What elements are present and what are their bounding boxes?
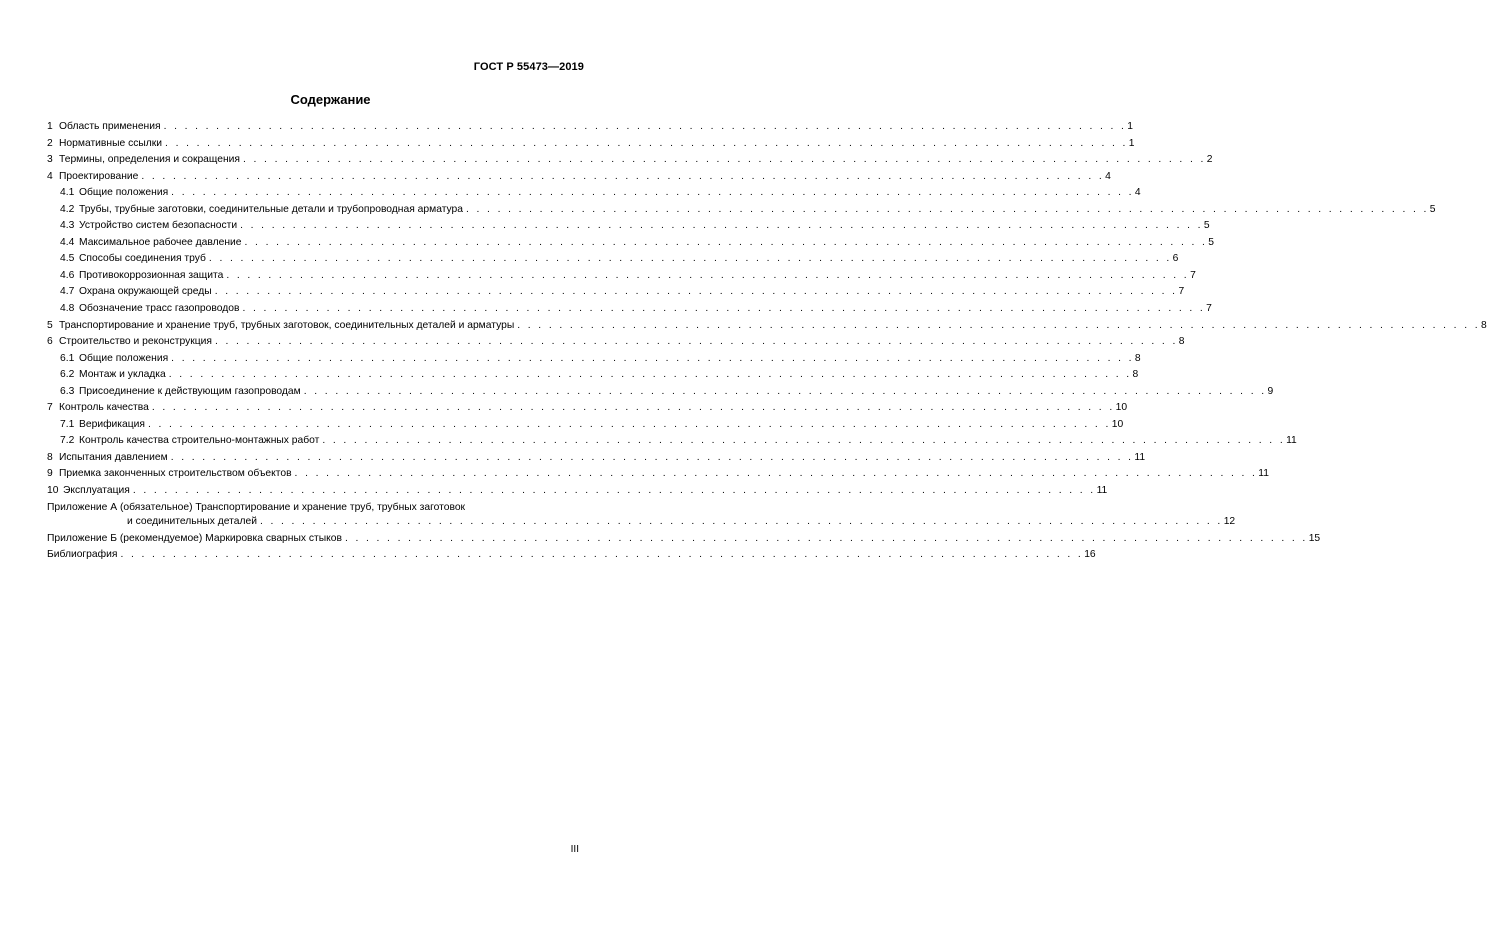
- toc-leader-dots: . . . . . . . . . . . . . . . . . . . . . . . . . . . . . . . . . . . . . . . . . . . . . . . . . . . . . . . . . . . . . . . . . . . . . . . . . . . . . . . . . . . . . . . . . . . .: [151, 402, 1115, 414]
- toc-entry-number: 9: [47, 468, 53, 480]
- toc-leader-dots: . . . . . . . . . . . . . . . . . . . . . . . . . . . . . . . . . . . . . . . . . . . . . . . . . . . . . . . . . . . . . . . . . . . . . . . . . . . . . . . . . . . . . . . . . . . .: [163, 121, 1127, 132]
- toc-leader-dots: . . . . . . . . . . . . . . . . . . . . . . . . . . . . . . . . . . . . . . . . . . . . . . . . . . . . . . . . . . . . . . . . . . . . . . . . . . . . . . . . . . . . . . . . . . . .: [243, 154, 1206, 166]
- toc-entry-number: 4.8: [60, 303, 75, 315]
- toc-entry-number: 6.3: [60, 385, 75, 397]
- toc-entry-page: 8: [1178, 336, 1185, 348]
- toc-entry-page: 11: [1258, 468, 1269, 480]
- toc-leader-dots: . . . . . . . . . . . . . . . . . . . . . . . . . . . . . . . . . . . . . . . . . . . . . . . . . . . . . . . . . . . . . . . . . . . . . . . . . . . . . . . . . . . . . . . . . . . .: [171, 187, 1134, 199]
- toc-entry-title: Испытания давлением: [59, 451, 168, 463]
- toc-entry-line: [60, 219, 1210, 233]
- toc-entry-title: Контроль качества: [59, 402, 149, 414]
- toc-entry-number: 10: [47, 485, 59, 497]
- toc-leader-dots: . . . . . . . . . . . . . . . . . . . . . . . . . . . . . . . . . . . . . . . . . . . . . . . . . . . . . . . . . . . . . . . . . . . . . . . . . . . . . . . . . . . . . . . . . . . .: [259, 515, 1223, 527]
- toc-entry-page: 10: [1115, 402, 1128, 414]
- toc-entry-page: 7: [1190, 269, 1196, 281]
- toc-leader-dots: . . . . . . . . . . . . . . . . . . . . . . . . . . . . . . . . . . . . . . . . . . . . . . . . . . . . . . . . . . . . . . . . . . . . . . . . . . . . . . . . . . . . . . . . . . . .: [466, 203, 1429, 215]
- toc-entry-title: Библиография: [47, 549, 118, 561]
- toc-entry[interactable]: [47, 548, 1096, 565]
- toc-entry-title: Способы соединения труб: [79, 253, 206, 265]
- toc-entry-line: [60, 186, 1141, 200]
- toc-leader-dots: . . . . . . . . . . . . . . . . . . . . . . . . . . . . . . . . . . . . . . . . . . . . . . . . . . . . . . . . . . . . . . . . . . . . . . . . . . . . . . . . . . . . . . . . . . . .: [242, 303, 1206, 315]
- toc-entry[interactable]: [47, 484, 1108, 501]
- toc-entry-page: 1: [1128, 137, 1135, 149]
- toc-entry-page: 7: [1206, 303, 1212, 315]
- toc-entry[interactable]: [47, 120, 1134, 137]
- toc-leader-dots: . . . . . . . . . . . . . . . . . . . . . . . . . . . . . . . . . . . . . . . . . . . . . . . . . . . . . . . . . . . . . . . . . . . . . . . . . . . . . . . . . . . . . . . . . . . .: [141, 170, 1105, 182]
- toc-entry-page: 16: [1084, 549, 1096, 561]
- toc-entry-line: [60, 203, 1436, 217]
- toc-entry-title: Общие положения: [79, 187, 169, 199]
- toc-entry-title: Строительство и реконструкция: [59, 336, 212, 348]
- toc-entry-number: 4.6: [60, 269, 75, 281]
- toc-entry-line: [47, 319, 1487, 333]
- toc-entry-number: 7: [47, 402, 53, 414]
- toc-leader-dots: . . . . . . . . . . . . . . . . . . . . . . . . . . . . . . . . . . . . . . . . . . . . . . . . . . . . . . . . . . . . . . . . . . . . . . . . . . . . . . . . . . . . . . . . . . . .: [165, 137, 1128, 149]
- toc-entry-title: Общие положения: [79, 352, 169, 364]
- toc-entry-number: 7.2: [60, 435, 75, 447]
- toc-entry-number: 2: [47, 137, 53, 149]
- toc-entry-line: [47, 120, 1134, 134]
- toc-entry[interactable]: [47, 236, 1214, 253]
- toc-entry-number: 8: [47, 451, 53, 463]
- toc-leader-dots: . . . . . . . . . . . . . . . . . . . . . . . . . . . . . . . . . . . . . . . . . . . . . . . . . . . . . . . . . . . . . . . . . . . . . . . . . . . . . . . . . . . . . . . . . . . .: [294, 468, 1258, 480]
- toc-entry-line: [60, 434, 1297, 448]
- toc-entry-number: 1: [47, 121, 53, 132]
- toc-entry-line: [60, 302, 1212, 316]
- toc-entry-title: Противокоррозионная защита: [79, 269, 224, 281]
- toc-entry-title: Присоединение к действующим газопроводам: [79, 385, 301, 397]
- toc-leader-dots: . . . . . . . . . . . . . . . . . . . . . . . . . . . . . . . . . . . . . . . . . . . . . . . . . . . . . . . . . . . . . . . . . . . . . . . . . . . . . . . . . . . . . . . . . . . .: [303, 385, 1267, 397]
- toc-entry-page: 5: [1429, 203, 1436, 215]
- toc-entry-page: 15: [1308, 532, 1321, 544]
- toc-entry-line: [47, 532, 1321, 546]
- toc-leader-dots: . . . . . . . . . . . . . . . . . . . . . . . . . . . . . . . . . . . . . . . . . . . . . . . . . . . . . . . . . . . . . . . . . . . . . . . . . . . . . . . . . . . . . . . . . . . .: [208, 253, 1172, 265]
- toc-entry[interactable]: [47, 137, 1135, 154]
- toc-entry[interactable]: [47, 269, 1196, 286]
- toc-entry-page: 11: [1096, 485, 1108, 497]
- toc-entry[interactable]: [47, 170, 1111, 187]
- document-designation: ГОСТ Р 55473—2019: [473, 61, 584, 73]
- toc-entry-page: 4: [1105, 170, 1111, 182]
- toc-leader-dots: . . . . . . . . . . . . . . . . . . . . . . . . . . . . . . . . . . . . . . . . . . . . . . . . . . . . . . . . . . . . . . . . . . . . . . . . . . . . . . . . . . . . . . . . . . . .: [517, 319, 1480, 331]
- toc-leader-dots: . . . . . . . . . . . . . . . . . . . . . . . . . . . . . . . . . . . . . . . . . . . . . . . . . . . . . . . . . . . . . . . . . . . . . . . . . . . . . . . . . . . . . . . . . . . .: [132, 485, 1096, 497]
- toc-entry-page: 8: [1132, 369, 1139, 381]
- toc-entry-line: [47, 335, 1185, 349]
- toc-entry-line: [47, 153, 1213, 167]
- toc-entry-page: 1: [1127, 121, 1134, 132]
- toc-leader-dots: . . . . . . . . . . . . . . . . . . . . . . . . . . . . . . . . . . . . . . . . . . . . . . . . . . . . . . . . . . . . . . . . . . . . . . . . . . . . . . . . . . . . . . . . . . . .: [344, 532, 1308, 544]
- toc-entry-line: [47, 451, 1146, 465]
- toc-entry[interactable]: [47, 335, 1185, 352]
- toc-entry-title: Верификация: [79, 418, 145, 430]
- toc-entry-page: 7: [1178, 286, 1185, 298]
- toc-leader-dots: . . . . . . . . . . . . . . . . . . . . . . . . . . . . . . . . . . . . . . . . . . . . . . . . . . . . . . . . . . . . . . . . . . . . . . . . . . . . . . . . . . . . . . . . . . . .: [322, 435, 1286, 447]
- toc-entry-line: [60, 236, 1214, 250]
- toc-entry[interactable]: [47, 532, 1321, 549]
- toc-entry-number: 7.1: [60, 418, 75, 430]
- toc-leader-dots: . . . . . . . . . . . . . . . . . . . . . . . . . . . . . . . . . . . . . . . . . . . . . . . . . . . . . . . . . . . . . . . . . . . . . . . . . . . . . . . . . . . . . . . . . . . .: [147, 418, 1111, 430]
- toc-entry-page: 9: [1267, 385, 1274, 397]
- page-title: Содержание: [290, 92, 371, 107]
- toc-entry[interactable]: [47, 153, 1213, 170]
- toc-entry[interactable]: [47, 319, 1487, 336]
- toc-entry-number: 4.3: [60, 220, 75, 232]
- toc-entry-line: [60, 352, 1141, 366]
- toc-entry-line: [47, 137, 1135, 151]
- toc-entry-title: Приемка законченных строительством объектов: [59, 468, 292, 480]
- toc-entry-number: 6: [47, 336, 53, 348]
- toc-entry-number: 4.4: [60, 236, 75, 248]
- toc-entry-title: Нормативные ссылки: [59, 137, 163, 149]
- toc-entry-number: 5: [47, 319, 53, 331]
- toc-entry-title: Приложение Б (рекомендуемое) Маркировка сварных стыков: [47, 532, 342, 544]
- toc-entry-line: [60, 285, 1185, 299]
- toc-entry-page: 11: [1134, 451, 1146, 463]
- toc-entry-number: 3: [47, 154, 53, 166]
- toc-entry-title: Максимальное рабочее давление: [79, 236, 242, 248]
- toc-entry-title: Устройство систем безопасности: [79, 220, 238, 232]
- toc-entry-title: Контроль качества строительно-монтажных работ: [79, 435, 320, 447]
- toc-entry-line: [60, 252, 1179, 266]
- toc-entry-title: Трубы, трубные заготовки, соединительные детали и трубопроводная арматура: [79, 203, 464, 215]
- table-of-contents: [47, 120, 1487, 565]
- toc-entry-number: 4: [47, 170, 53, 182]
- toc-leader-dots: . . . . . . . . . . . . . . . . . . . . . . . . . . . . . . . . . . . . . . . . . . . . . . . . . . . . . . . . . . . . . . . . . . . . . . . . . . . . . . . . . . . . . . . . . . . .: [244, 236, 1208, 248]
- toc-entry[interactable]: [47, 219, 1210, 236]
- toc-entry-number: 4.2: [60, 203, 75, 215]
- toc-entry-title: Монтаж и укладка: [79, 369, 166, 381]
- toc-entry-title: Эксплуатация: [63, 485, 130, 497]
- toc-entry-line: [60, 269, 1196, 283]
- toc-entry-number: 4.5: [60, 253, 75, 265]
- toc-entry-title-continued: и соединительных деталей: [127, 515, 257, 527]
- toc-entry[interactable]: [47, 401, 1128, 418]
- toc-entry[interactable]: [47, 352, 1141, 369]
- toc-entry-line: [47, 467, 1269, 481]
- toc-entry-page: 6: [1172, 253, 1179, 265]
- toc-entry[interactable]: [47, 285, 1185, 302]
- toc-entry[interactable]: [47, 203, 1436, 220]
- toc-entry-title: Проектирование: [59, 170, 139, 182]
- toc-entry-number: 4.7: [60, 286, 75, 298]
- toc-entry[interactable]: [47, 418, 1124, 435]
- toc-entry-page: 4: [1134, 187, 1141, 199]
- toc-entry[interactable]: [47, 302, 1212, 319]
- toc-leader-dots: . . . . . . . . . . . . . . . . . . . . . . . . . . . . . . . . . . . . . . . . . . . . . . . . . . . . . . . . . . . . . . . . . . . . . . . . . . . . . . . . . . . . . . . . . . . .: [214, 336, 1178, 348]
- page-number: III: [570, 844, 579, 855]
- toc-leader-dots: . . . . . . . . . . . . . . . . . . . . . . . . . . . . . . . . . . . . . . . . . . . . . . . . . . . . . . . . . . . . . . . . . . . . . . . . . . . . . . . . . . . . . . . . . . . .: [120, 549, 1084, 561]
- toc-leader-dots: . . . . . . . . . . . . . . . . . . . . . . . . . . . . . . . . . . . . . . . . . . . . . . . . . . . . . . . . . . . . . . . . . . . . . . . . . . . . . . . . . . . . . . . . . . . .: [170, 451, 1134, 463]
- toc-entry[interactable]: [47, 501, 1236, 532]
- toc-entry-title: Термины, определения и сокращения: [59, 154, 240, 166]
- toc-entry-page: 5: [1203, 220, 1210, 232]
- toc-leader-dots: . . . . . . . . . . . . . . . . . . . . . . . . . . . . . . . . . . . . . . . . . . . . . . . . . . . . . . . . . . . . . . . . . . . . . . . . . . . . . . . . . . . . . . . . . . . .: [214, 286, 1178, 298]
- toc-entry[interactable]: [47, 451, 1146, 468]
- toc-entry-line: [47, 484, 1108, 498]
- toc-entry-page: 2: [1206, 154, 1213, 166]
- toc-leader-dots: . . . . . . . . . . . . . . . . . . . . . . . . . . . . . . . . . . . . . . . . . . . . . . . . . . . . . . . . . . . . . . . . . . . . . . . . . . . . . . . . . . . . . . . . . . . .: [226, 269, 1190, 281]
- toc-entry-line: [60, 368, 1139, 382]
- toc-entry-page: 11: [1286, 435, 1297, 447]
- toc-entry-line: [60, 418, 1124, 432]
- toc-entry-title: Приложение А (обязательное) Транспортирование и хранение труб, трубных заготовок: [47, 501, 466, 513]
- toc-entry-number: 4.1: [60, 187, 75, 199]
- toc-leader-dots: . . . . . . . . . . . . . . . . . . . . . . . . . . . . . . . . . . . . . . . . . . . . . . . . . . . . . . . . . . . . . . . . . . . . . . . . . . . . . . . . . . . . . . . . . . . .: [240, 220, 1203, 232]
- toc-entry-line: [47, 501, 578, 515]
- toc-entry-page: 8: [1134, 352, 1141, 364]
- toc-entry-page: 10: [1111, 418, 1124, 430]
- toc-leader-dots: . . . . . . . . . . . . . . . . . . . . . . . . . . . . . . . . . . . . . . . . . . . . . . . . . . . . . . . . . . . . . . . . . . . . . . . . . . . . . . . . . . . . . . . . . . . .: [168, 369, 1132, 381]
- toc-entry-page: 8: [1480, 319, 1487, 331]
- toc-entry-line: [47, 548, 1096, 562]
- toc-entry[interactable]: [47, 252, 1179, 269]
- toc-entry-page: 12: [1223, 515, 1236, 527]
- toc-entry-number: 6.2: [60, 369, 75, 381]
- toc-entry[interactable]: [47, 385, 1274, 402]
- toc-entry-number: 6.1: [60, 352, 75, 364]
- toc-entry-line: [47, 401, 1128, 415]
- toc-entry-line: [47, 170, 1111, 184]
- toc-entry-line-continued: [127, 515, 1236, 529]
- toc-entry-page: 5: [1208, 236, 1214, 248]
- toc-leader-dots: . . . . . . . . . . . . . . . . . . . . . . . . . . . . . . . . . . . . . . . . . . . . . . . . . . . . . . . . . . . . . . . . . . . . . . . . . . . . . . . . . . . . . . . . . . . .: [171, 352, 1134, 364]
- toc-entry-title: Транспортирование и хранение труб, трубных заготовок, соединительных деталей и арматуры: [59, 319, 515, 331]
- toc-entry[interactable]: [47, 186, 1141, 203]
- toc-entry[interactable]: [47, 467, 1269, 484]
- toc-entry-title: Область применения: [59, 121, 161, 132]
- toc-entry-title: Охрана окружающей среды: [79, 286, 212, 298]
- toc-entry[interactable]: [47, 368, 1139, 385]
- toc-entry-title: Обозначение трасс газопроводов: [79, 303, 240, 315]
- toc-entry-line: [60, 385, 1274, 399]
- toc-entry[interactable]: [47, 434, 1297, 451]
